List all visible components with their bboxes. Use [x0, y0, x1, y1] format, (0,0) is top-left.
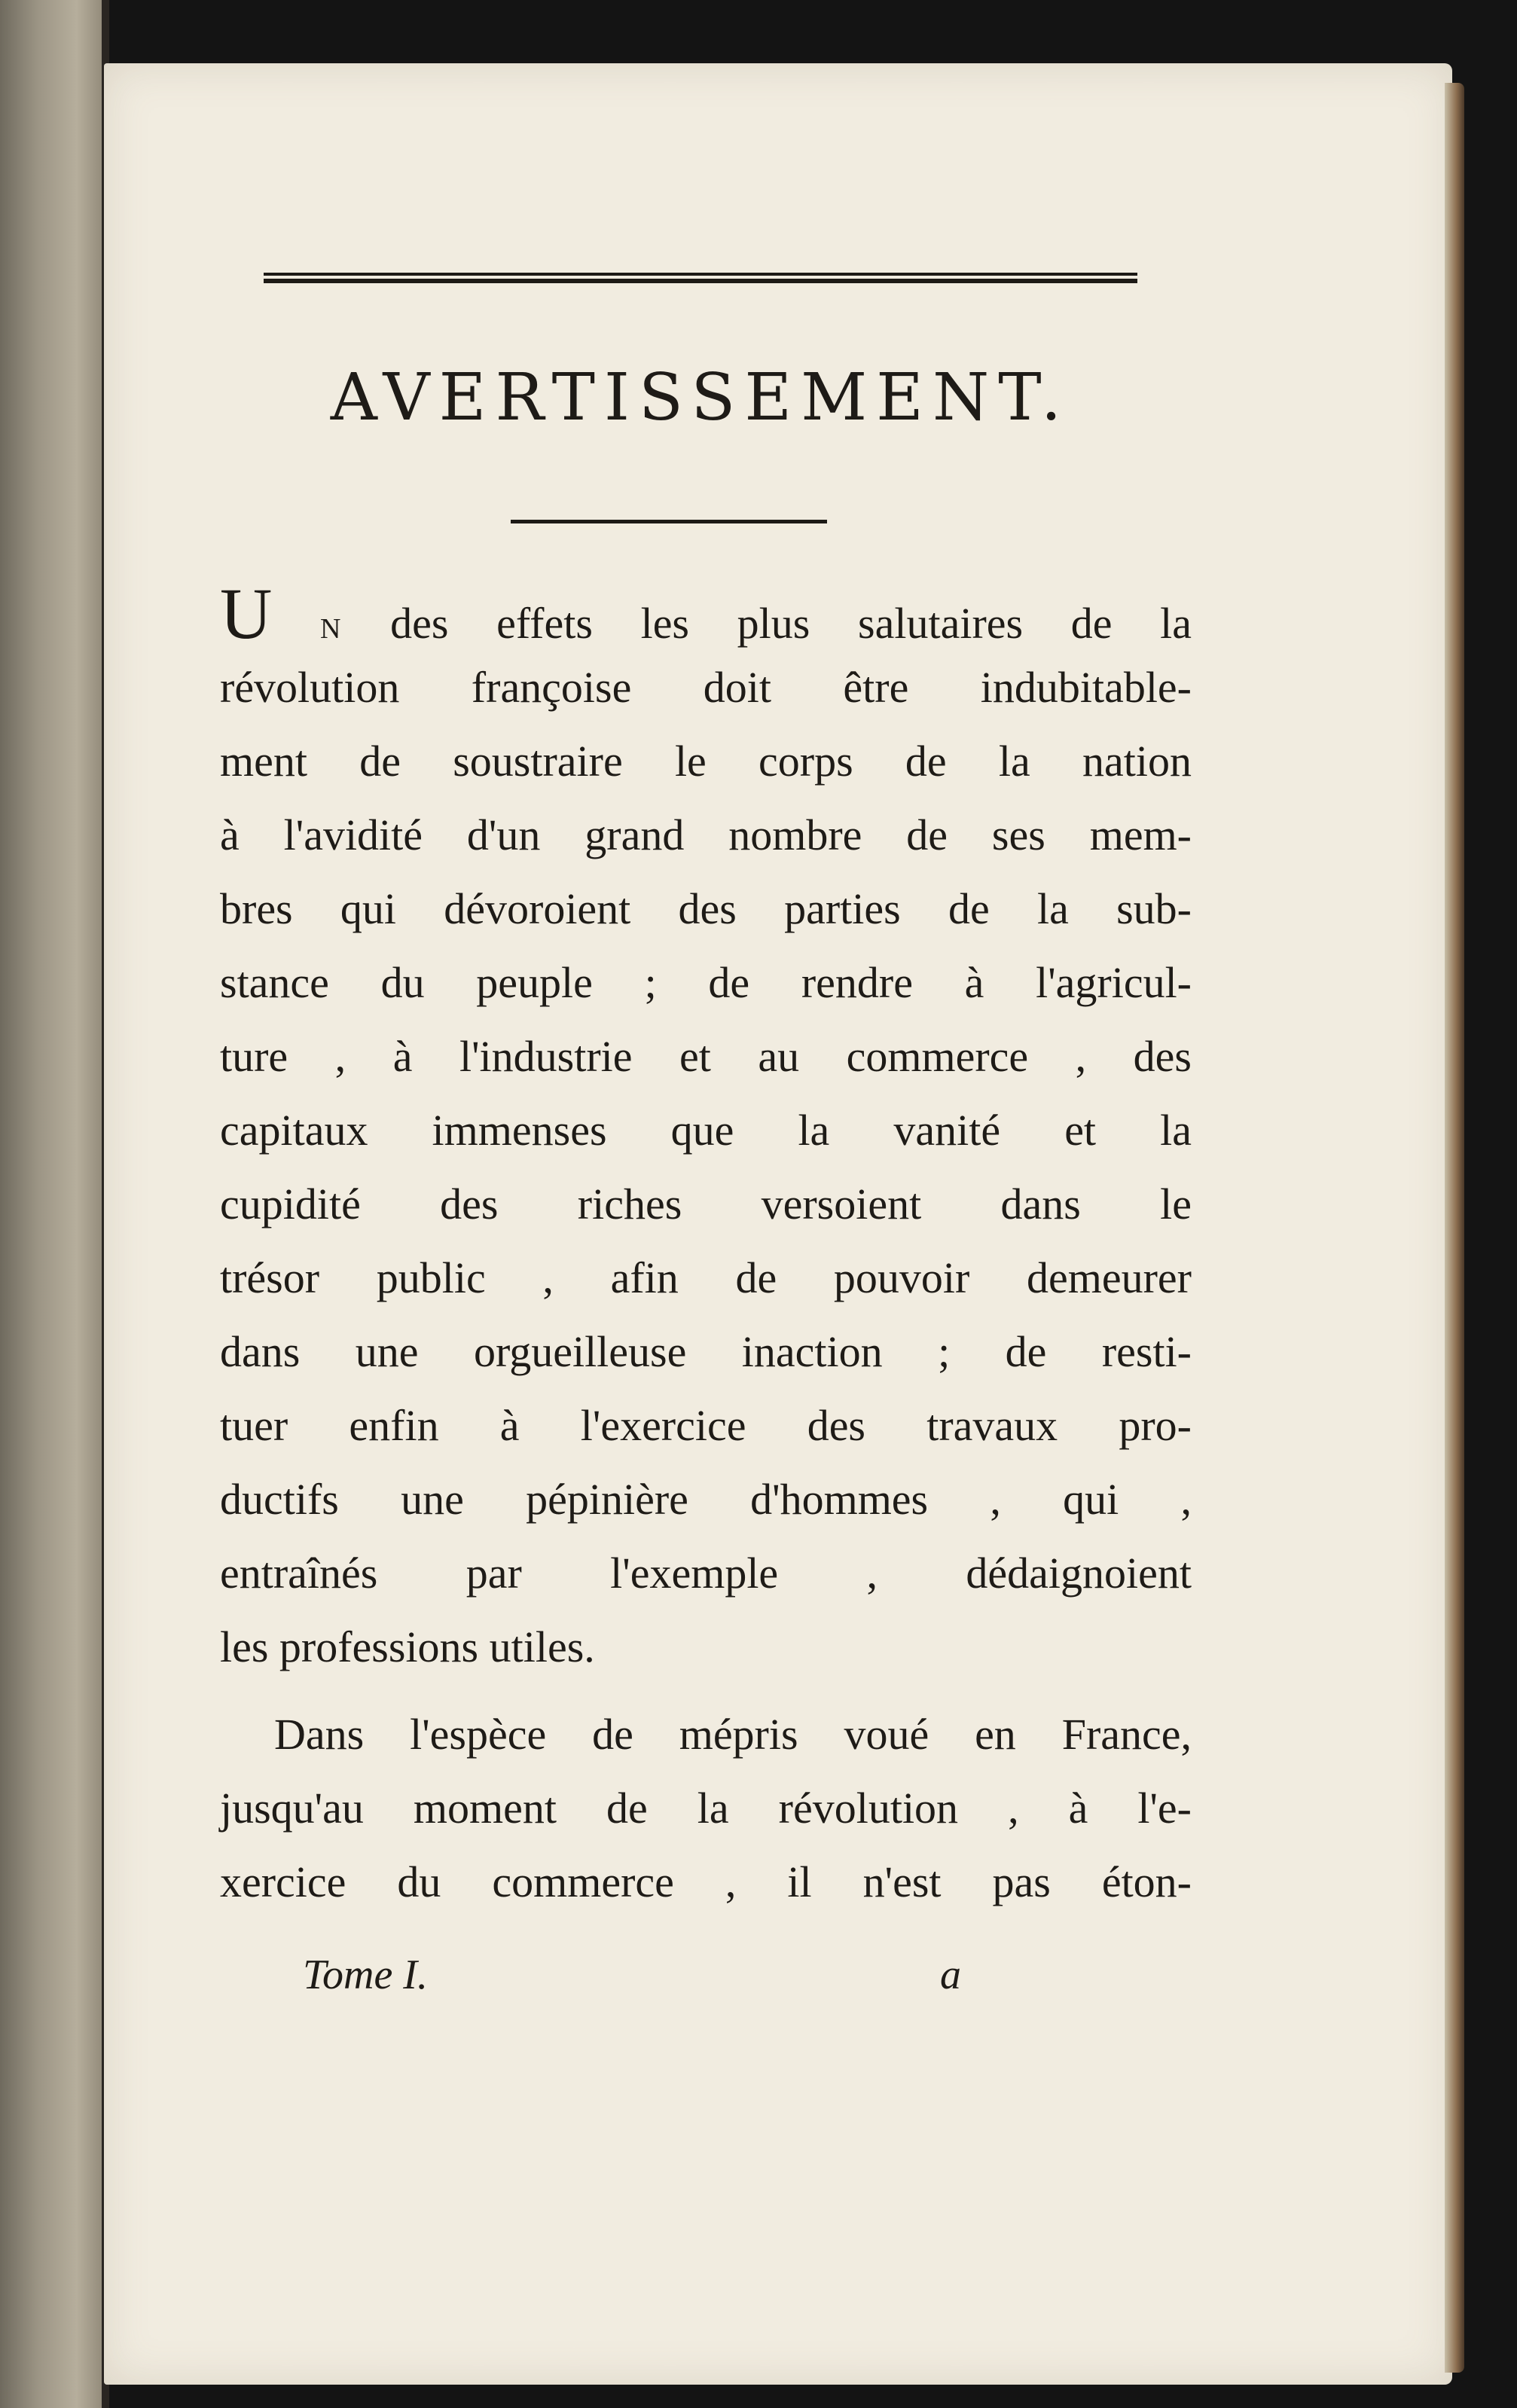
header-double-rule [264, 273, 1137, 283]
body-text [220, 573, 1192, 1919]
text-line: jusqu'au moment de la révolution , à l'e- [220, 1784, 1192, 1833]
heading-rule [511, 520, 827, 523]
text-line: ment de soustraire le corps de la nation [220, 737, 1192, 786]
text-line: révolution françoise doit être indubitable- [220, 663, 1192, 712]
text-line: cupidité des riches versoient dans le [220, 1180, 1192, 1228]
text-line: ductifs une pépinière d'hommes , qui , [220, 1475, 1192, 1524]
page-heading: AVERTISSEMENT. [330, 360, 1071, 435]
text-line: xercice du commerce , il n'est pas éton- [220, 1857, 1192, 1906]
volume-label: Tome I. [303, 1952, 428, 1998]
adjacent-page-edge [0, 0, 109, 2408]
text-line: les professions utiles. [220, 1622, 595, 1671]
text-line: Dans l'espèce de mépris voué en France, [274, 1710, 1192, 1759]
text-line: stance du peuple ; de rendre à l'agricul- [220, 958, 1192, 1007]
drop-cap: U [220, 573, 273, 654]
text-line: entraînés par l'exemple , dédaignoient [220, 1549, 1192, 1598]
text-line: dans une orgueilleuse inaction ; de resti- [220, 1327, 1192, 1376]
signature-mark: a [940, 1952, 961, 1998]
text-line: bres qui dévoroient des parties de la sub- [220, 884, 1192, 933]
text-line: à l'avidité d'un grand nombre de ses mem- [220, 810, 1192, 859]
text-line: capitaux immenses que la vanité et la [220, 1106, 1192, 1155]
text-line: tuer enfin à l'exercice des travaux pro- [220, 1401, 1192, 1450]
text-line: U N des effets les plus salutaires de la [220, 573, 1192, 654]
small-cap: N [320, 613, 343, 645]
book-cover-edge [1445, 83, 1464, 2373]
text-line: trésor public , afin de pouvoir demeurer [220, 1253, 1192, 1302]
text-line: ture , à l'industrie et au commerce , des [220, 1032, 1192, 1081]
